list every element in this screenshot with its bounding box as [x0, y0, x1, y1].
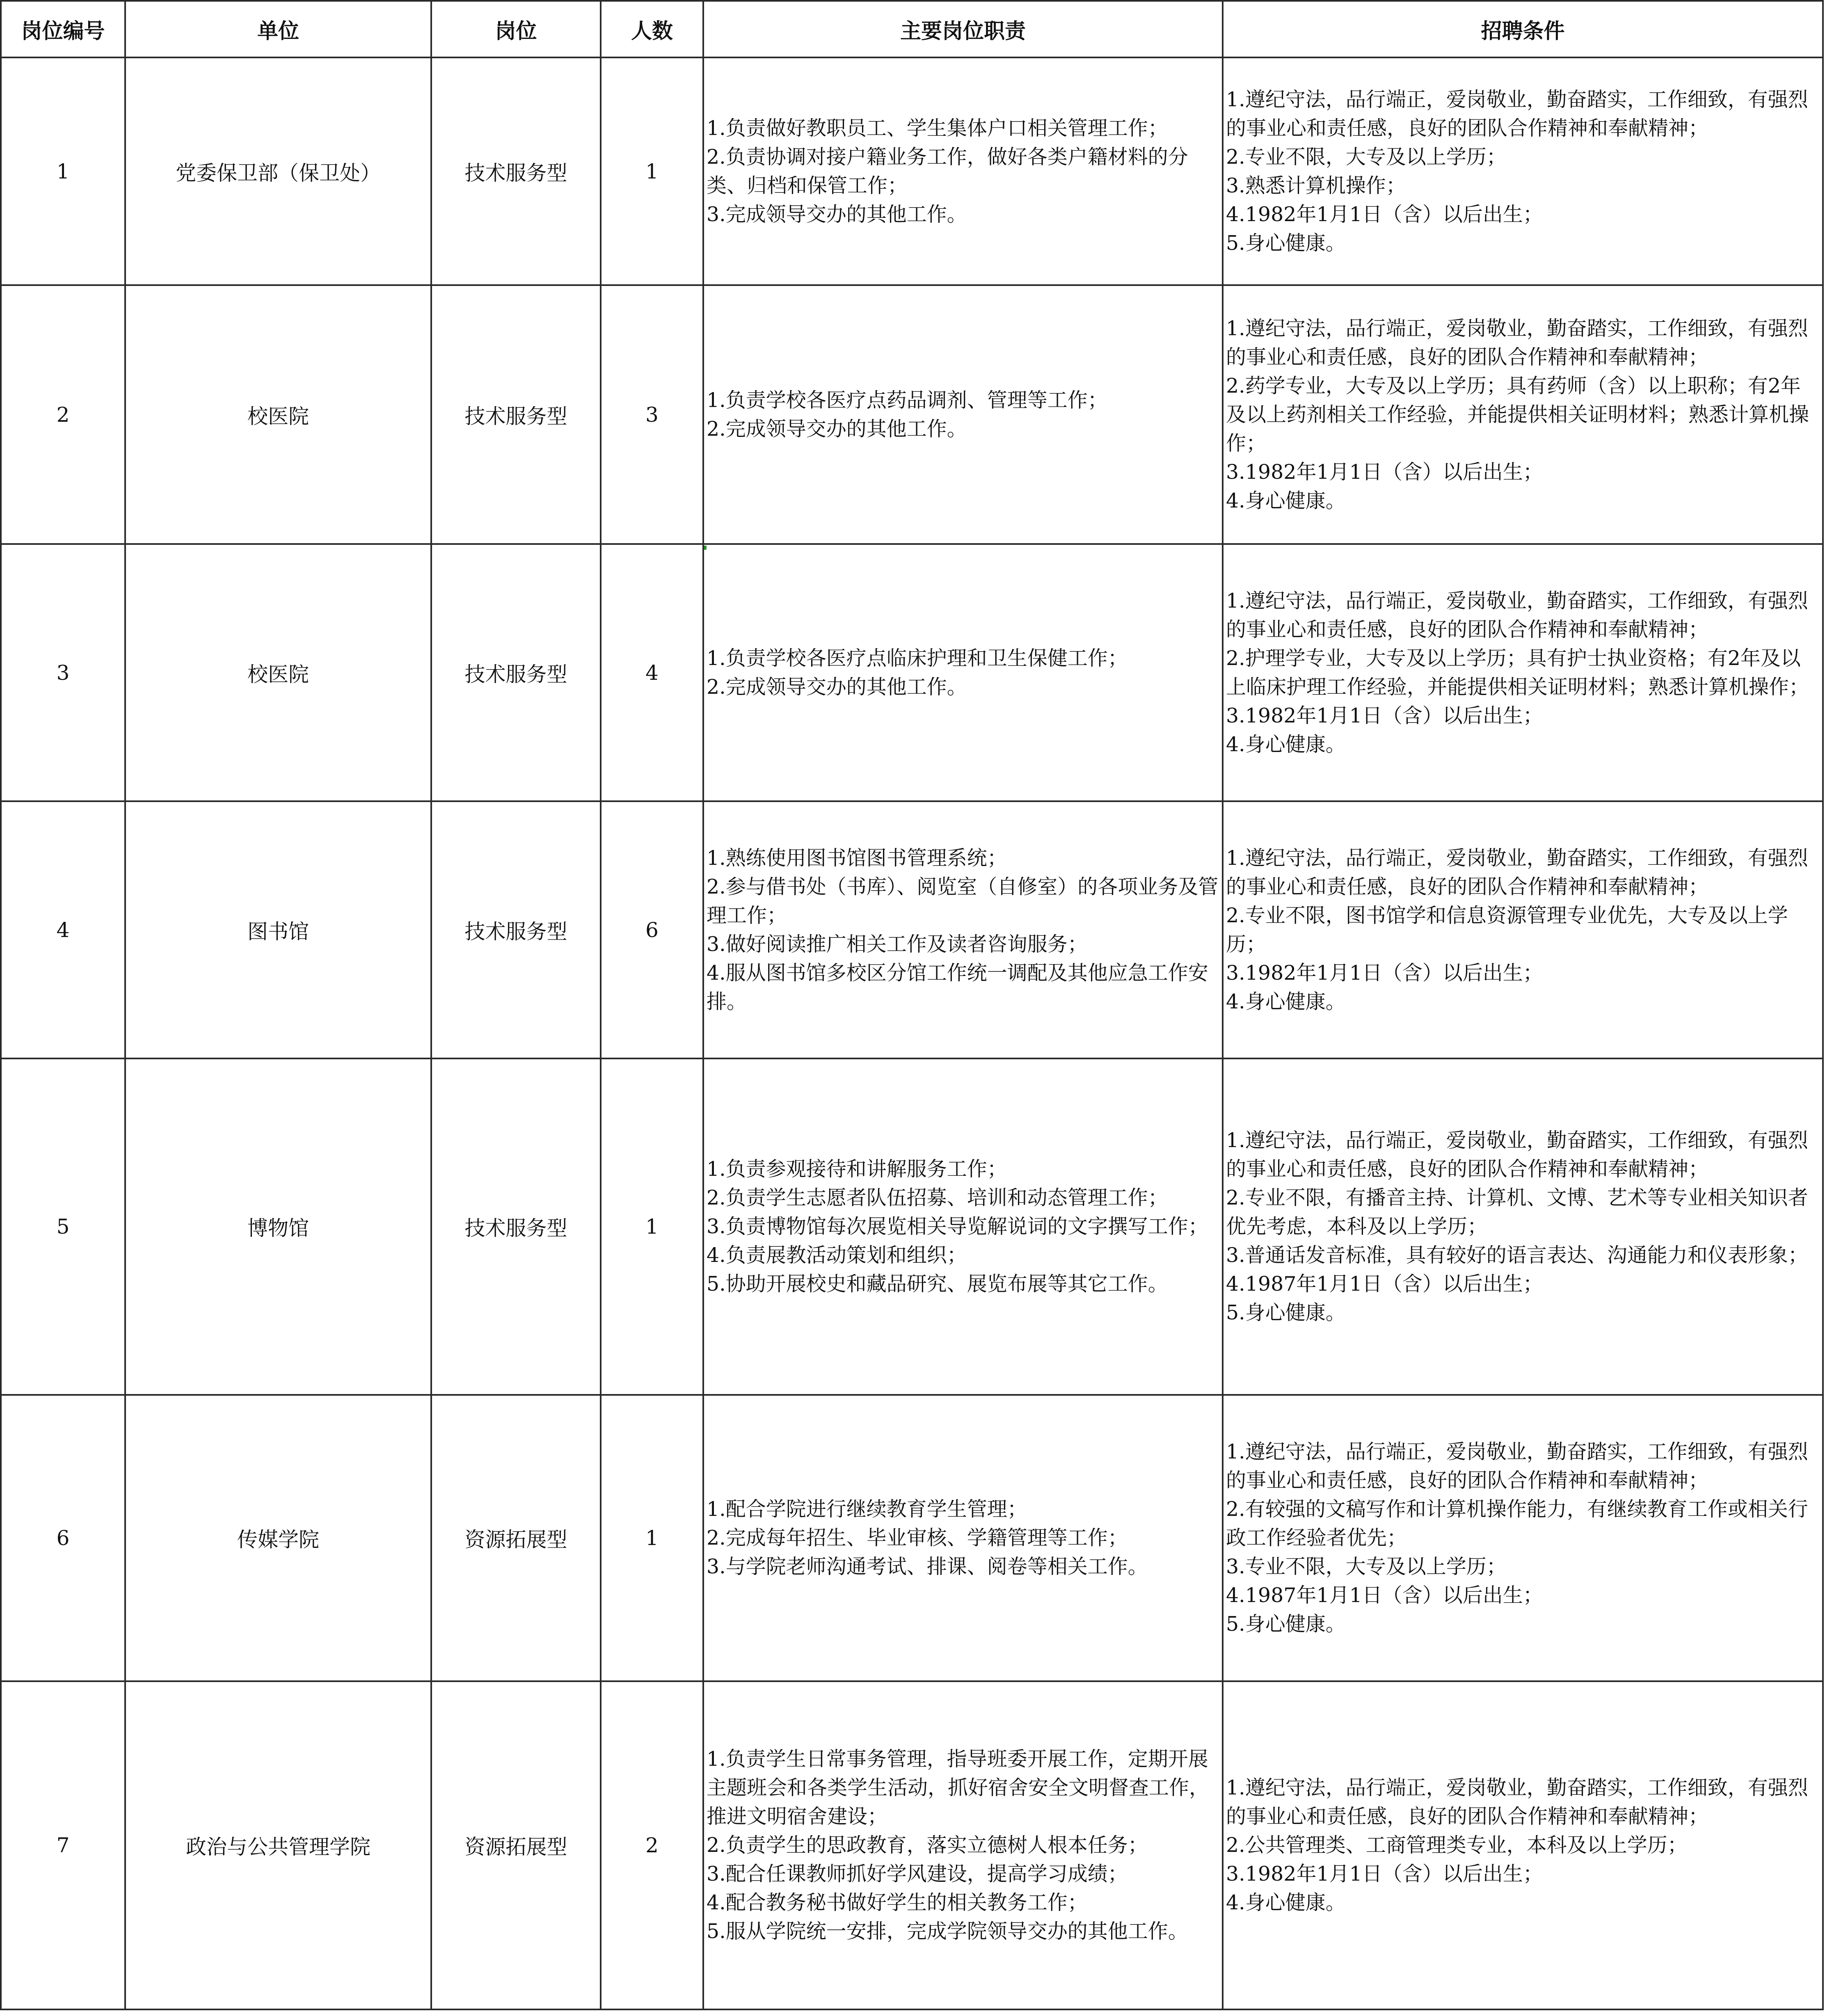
job-no: 6 [1, 1395, 125, 1681]
duty-item: 1.负责做好教职员工、学生集体户口相关管理工作； [707, 116, 1168, 140]
table-row [1, 1681, 1823, 2009]
cell-error-marker [704, 546, 707, 550]
position-type: 资源拓展型 [431, 1395, 601, 1681]
header-requirements: 招聘条件 [1223, 1, 1823, 57]
duty-item: 3.做好阅读推广相关工作及读者咨询服务； [707, 932, 1088, 956]
duty-item: 4.负责展教活动策划和组织； [707, 1243, 967, 1267]
duties-cell [703, 544, 1223, 801]
duty-item: 1.熟练使用图书馆图书管理系统； [707, 846, 1007, 870]
requirement-item: 2.公共管理类、工商管理类专业，本科及以上学历； [1226, 1833, 1688, 1857]
duty-item: 2.负责学生的思政教育，落实立德树人根本任务； [707, 1833, 1148, 1857]
requirements-cell [1223, 57, 1823, 285]
unit-name: 传媒学院 [125, 1395, 431, 1681]
requirement-item: 4.1987年1月1日（含）以后出生； [1226, 1584, 1543, 1607]
table-row [1, 57, 1823, 285]
duties-cell [703, 285, 1223, 544]
duty-item: 3.负责博物馆每次展览相关导览解说词的文字撰写工作； [707, 1215, 1208, 1238]
requirement-item: 1.遵纪守法，品行端正，爱岗敬业，勤奋踏实，工作细致，有强烈的事业心和责任感，良好的团队合作精神和奉献精神； [1226, 316, 1808, 369]
position-type: 技术服务型 [431, 1058, 601, 1395]
unit-name: 政治与公共管理学院 [125, 1681, 431, 2009]
headcount: 3 [601, 285, 703, 544]
requirement-item: 1.遵纪守法，品行端正，爱岗敬业，勤奋踏实，工作细致，有强烈的事业心和责任感，良好的团队合作精神和奉献精神； [1226, 1440, 1808, 1492]
position-type: 技术服务型 [431, 801, 601, 1058]
requirement-item: 4.1987年1月1日（含）以后出生； [1226, 1272, 1543, 1296]
position-type: 技术服务型 [431, 57, 601, 285]
duty-item: 1.负责学校各医疗点药品调剂、管理等工作； [707, 388, 1108, 412]
requirements-cell [1223, 544, 1823, 801]
position-type: 资源拓展型 [431, 1681, 601, 2009]
table-row [1, 801, 1823, 1058]
job-no: 2 [1, 285, 125, 544]
duties-cell [703, 1395, 1223, 1681]
job-no: 4 [1, 801, 125, 1058]
requirement-item: 3.1982年1月1日（含）以后出生； [1226, 1862, 1543, 1886]
headcount: 2 [601, 1681, 703, 2009]
table-row [1, 1058, 1823, 1395]
duty-item: 4.服从图书馆多校区分馆工作统一调配及其他应急工作安排。 [707, 961, 1208, 1013]
requirement-item: 5.身心健康。 [1226, 231, 1346, 255]
header-position: 岗位 [431, 1, 601, 57]
unit-name: 校医院 [125, 544, 431, 801]
headcount: 1 [601, 1058, 703, 1395]
requirement-item: 4.身心健康。 [1226, 732, 1346, 756]
requirement-item: 4.身心健康。 [1226, 1891, 1346, 1914]
requirement-item: 2.专业不限，有播音主持、计算机、文博、艺术等专业相关知识者优先考虑，本科及以上学历； [1226, 1186, 1808, 1238]
duty-item: 3.与学院老师沟通考试、排课、阅卷等相关工作。 [707, 1555, 1148, 1578]
requirement-item: 4.身心健康。 [1226, 489, 1346, 512]
unit-name: 校医院 [125, 285, 431, 544]
duty-item: 5.服从学院统一安排，完成学院领导交办的其他工作。 [707, 1920, 1188, 1943]
requirement-item: 3.熟悉计算机操作； [1226, 174, 1406, 197]
duties-cell [703, 1681, 1223, 2009]
header-job-no: 岗位编号 [1, 1, 125, 57]
header-unit: 单位 [125, 1, 431, 57]
headcount: 1 [601, 57, 703, 285]
duty-item: 1.负责学校各医疗点临床护理和卫生保健工作； [707, 646, 1128, 670]
requirement-item: 2.专业不限，大专及以上学历； [1226, 145, 1507, 169]
unit-name: 博物馆 [125, 1058, 431, 1395]
requirement-item: 5.身心健康。 [1226, 1612, 1346, 1636]
job-no: 1 [1, 57, 125, 285]
table-row [1, 544, 1823, 801]
requirements-cell [1223, 1058, 1823, 1395]
duties-cell [703, 801, 1223, 1058]
table-row [1, 285, 1823, 544]
requirement-item: 4.身心健康。 [1226, 990, 1346, 1013]
unit-name: 图书馆 [125, 801, 431, 1058]
requirements-cell [1223, 285, 1823, 544]
headcount: 6 [601, 801, 703, 1058]
duty-item: 1.配合学院进行继续教育学生管理； [707, 1497, 1027, 1521]
requirement-item: 2.专业不限，图书馆学和信息资源管理专业优先，大专及以上学历； [1226, 903, 1788, 956]
requirements-cell [1223, 1681, 1823, 2009]
duty-item: 2.完成领导交办的其他工作。 [707, 417, 967, 441]
position-type: 技术服务型 [431, 285, 601, 544]
requirement-item: 3.1982年1月1日（含）以后出生； [1226, 961, 1543, 985]
duties-cell [703, 57, 1223, 285]
duty-item: 2.负责协调对接户籍业务工作，做好各类户籍材料的分类、归档和保管工作； [707, 145, 1188, 197]
job-no: 5 [1, 1058, 125, 1395]
requirement-item: 3.专业不限，大专及以上学历； [1226, 1555, 1507, 1578]
duty-item: 3.配合任课教师抓好学风建设，提高学习成绩； [707, 1862, 1128, 1886]
position-type: 技术服务型 [431, 544, 601, 801]
table-header-row [1, 1, 1823, 57]
duty-item: 1.负责参观接待和讲解服务工作； [707, 1157, 1007, 1181]
table-row [1, 1395, 1823, 1681]
requirement-item: 1.遵纪守法，品行端正，爱岗敬业，勤奋踏实，工作细致，有强烈的事业心和责任感，良好的团队合作精神和奉献精神； [1226, 589, 1808, 641]
requirement-item: 2.药学专业，大专及以上学历；具有药师（含）以上职称；有2年及以上药剂相关工作经验，并能提供相关证明材料；熟悉计算机操作； [1226, 374, 1809, 455]
duty-item: 2.负责学生志愿者队伍招募、培训和动态管理工作； [707, 1186, 1168, 1209]
requirement-item: 2.有较强的文稿写作和计算机操作能力，有继续教育工作或相关行政工作经验者优先； [1226, 1497, 1808, 1550]
headcount: 1 [601, 1395, 703, 1681]
header-count: 人数 [601, 1, 703, 57]
requirement-item: 1.遵纪守法，品行端正，爱岗敬业，勤奋踏实，工作细致，有强烈的事业心和责任感，良好的团队合作精神和奉献精神； [1226, 1129, 1808, 1181]
duty-item: 2.参与借书处（书库）、阅览室（自修室）的各项业务及管理工作； [707, 875, 1219, 927]
job-no: 7 [1, 1681, 125, 2009]
requirement-item: 1.遵纪守法，品行端正，爱岗敬业，勤奋踏实，工作细致，有强烈的事业心和责任感，良好的团队合作精神和奉献精神； [1226, 87, 1808, 140]
headcount: 4 [601, 544, 703, 801]
requirement-item: 1.遵纪守法，品行端正，爱岗敬业，勤奋踏实，工作细致，有强烈的事业心和责任感，良好的团队合作精神和奉献精神； [1226, 1776, 1808, 1828]
duty-item: 1.负责学生日常事务管理，指导班委开展工作，定期开展主题班会和各类学生活动，抓好宿舍安全文明督查工作，推进文明宿舍建设； [707, 1747, 1210, 1828]
requirement-item: 5.身心健康。 [1226, 1301, 1346, 1324]
requirement-item: 3.1982年1月1日（含）以后出生； [1226, 704, 1543, 727]
header-duties: 主要岗位职责 [703, 1, 1223, 57]
duty-item: 4.配合教务秘书做好学生的相关教务工作； [707, 1891, 1088, 1914]
requirement-item: 1.遵纪守法，品行端正，爱岗敬业，勤奋踏实，工作细致，有强烈的事业心和责任感，良好的团队合作精神和奉献精神； [1226, 846, 1808, 898]
requirement-item: 3.1982年1月1日（含）以后出生； [1226, 460, 1543, 484]
requirements-cell [1223, 801, 1823, 1058]
duties-cell [703, 1058, 1223, 1395]
requirement-item: 4.1982年1月1日（含）以后出生； [1226, 202, 1543, 226]
requirements-cell [1223, 1395, 1823, 1681]
duty-item: 2.完成领导交办的其他工作。 [707, 675, 967, 699]
duty-item: 3.完成领导交办的其他工作。 [707, 202, 967, 226]
duty-item: 2.完成每年招生、毕业审核、学籍管理等工作； [707, 1526, 1128, 1550]
job-no: 3 [1, 544, 125, 801]
requirement-item: 2.护理学专业，大专及以上学历；具有护士执业资格；有2年及以上临床护理工作经验，并能提供相关证明材料；熟悉计算机操作； [1226, 646, 1809, 699]
duty-item: 5.协助开展校史和藏品研究、展览布展等其它工作。 [707, 1272, 1168, 1296]
requirement-item: 3.普通话发音标准，具有较好的语言表达、沟通能力和仪表形象； [1226, 1243, 1808, 1267]
unit-name: 党委保卫部（保卫处） [125, 57, 431, 285]
